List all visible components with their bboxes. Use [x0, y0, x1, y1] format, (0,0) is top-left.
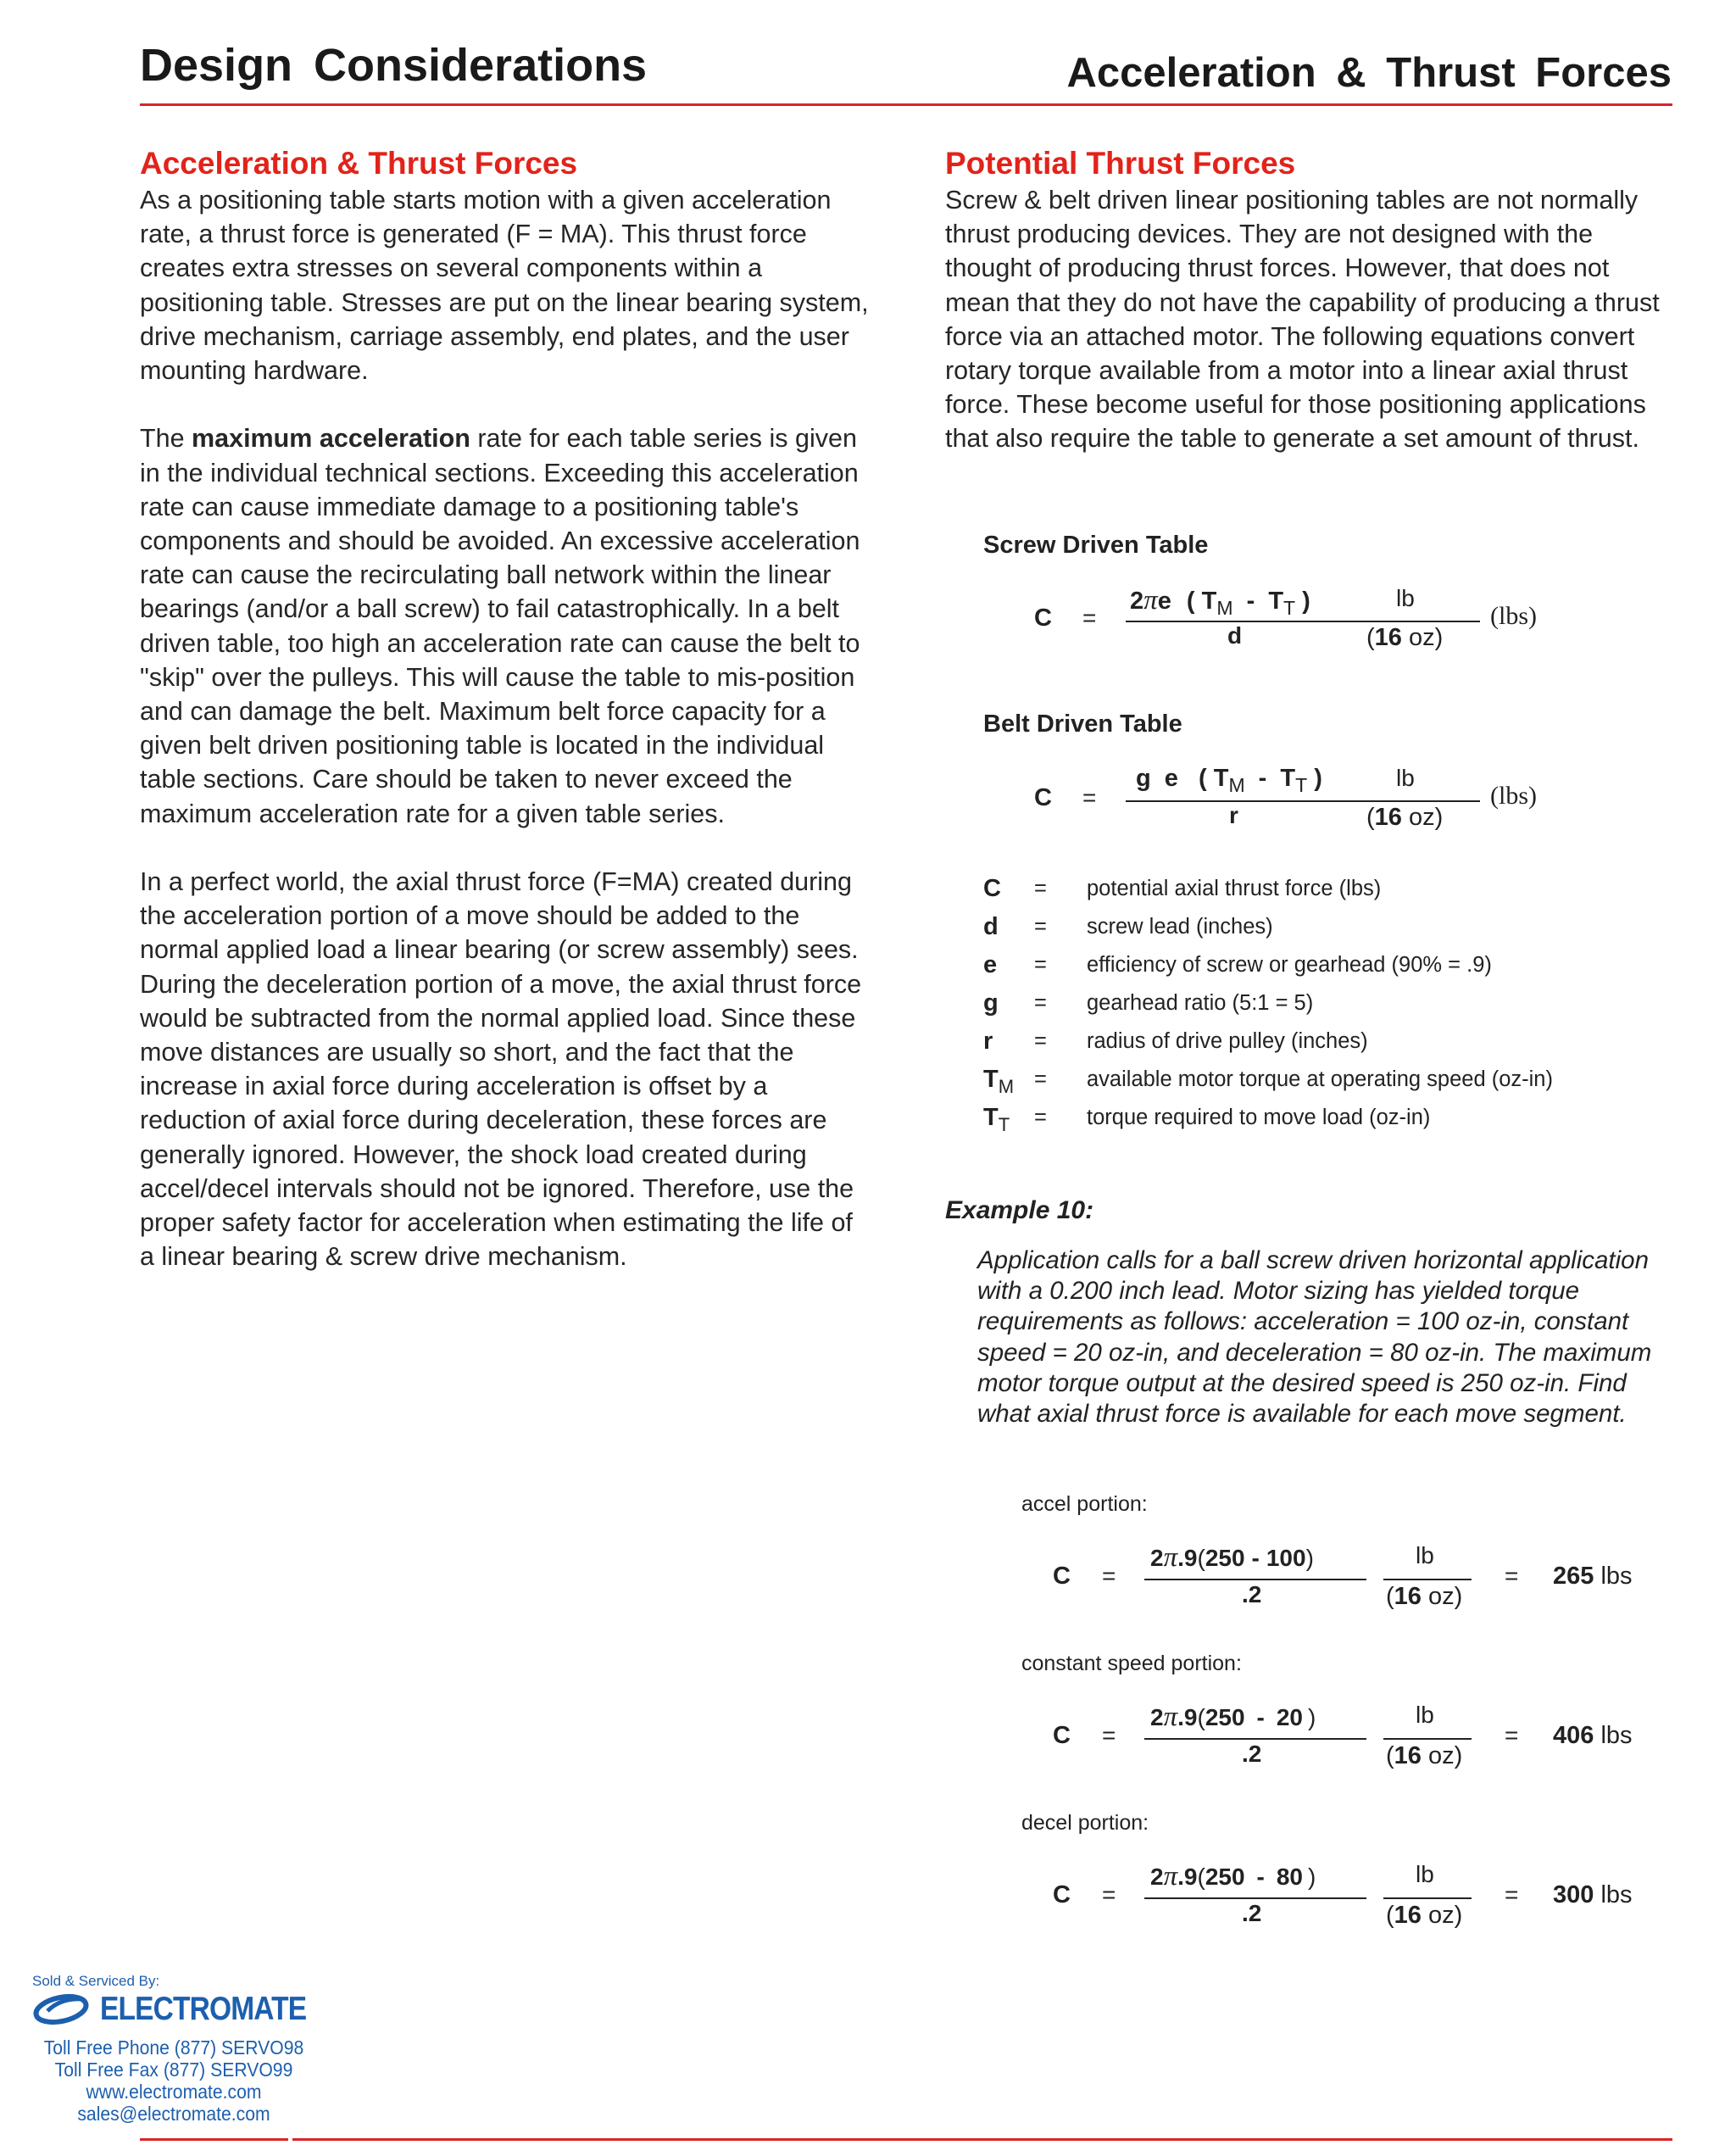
website-link[interactable]: www.electromate.com [86, 2081, 262, 2103]
decel-result: 300 [1553, 1881, 1594, 1908]
accel-portion-equation: C = 2π.9(250 - 100) .2 lb (16 oz) = 265 lbs [1053, 1542, 1633, 1610]
right-intro-text: Screw & belt driven linear positioning tables are not normally thrust producing devices. They are not designed with the thought of producing thrust forces. However, that does not mean that they do not have the capability of producing a thrust force via an attached motor. The following equations convert rotary torque available from a motor into a linear axial thrust force. These become useful for those positioning applications that also require the table to generate a set amount of thrust. [945, 186, 1660, 454]
brand-name: ELECTROMATE [100, 1991, 307, 2027]
example-body: Application calls for a ball screw driven horizontal application with a 0.200 inch lead. Motor sizing has yielded torque requirements as follows: acceleration = 100 oz-in, constant speed = 20 oz-in, and deceleration = 80 oz-in. The maximum motor torque output at the desired speed is 250 oz-in. Find what axial thrust force is available for each move segment. [977, 1246, 1652, 1429]
paragraph-1: As a positioning table starts motion with a given acceleration rate, a thrust force is generated (F = MA). This thrust force creates extra stresses on several components within a positioning table. Stresses are put on the linear bearing system, drive mechanism, carriage assembly, end plates, and the user mounting hardware. [140, 186, 869, 386]
legend-row: $T_M$ = available motor torque at operating speed (oz-in) [983, 1066, 1553, 1097]
phone: Toll Free Phone (877) SERVO98 [43, 2036, 304, 2059]
screw-driven-equation: C = 2πe ( $T_M - T_T$ ) d lb (16 oz) (lbs) [1034, 585, 1537, 651]
paragraph-3: In a perfect world, the axial thrust force (F=MA) created during the acceleration portion of a move should be added to the normal applied load a linear bearing (or screw assembly) sees. During the deceleration portion of a move, the axial thrust force would be subtracted from the normal applied load. Since these move distances are usually so short, and the fact that the increase in axial force during acceleration is offset by a reduction of axial force during deceleration, these forces are generally ignored. However, the shock load created during accel/decel intervals should not be ignored. Therefore, use the proper safety factor for acceleration when estimating the life of a linear bearing & screw drive mechanism. [140, 867, 862, 1272]
belt-driven-equation: C = g e ( $T_M - T_T$ ) r lb (16 oz) (lbs) [1034, 765, 1537, 831]
electromate-logo [32, 1989, 320, 2028]
fax: Toll Free Fax (877) SERVO99 [54, 2059, 293, 2081]
legend-row: e = efficiency of screw or gearhead (90% = .9) [983, 951, 1492, 978]
header-rule [140, 103, 1672, 106]
accel-result: 265 [1553, 1563, 1594, 1590]
paragraph-2: The maximum acceleration rate for each table series is given in the individual technical sections. Exceeding this acceleration rate can cause immediate damage to a positioning table's components and should be avoided. An excessive acceleration rate can cause the recirculating ball network within the linear bearings (and/or a ball screw) to fail catastrophically. In a belt driven table, too high an acceleration rate can cause the belt to "skip" over the pulleys. This will cause the table to mis-position and can damage the belt. Maximum belt force capacity for a given belt driven positioning table is located in the individual table sections. Care should be taken to never exceed the maximum acceleration rate for a given table series. [140, 424, 860, 828]
legend-row: g = gearhead ratio (5:1 = 5) [983, 989, 1314, 1017]
max-accel-term: maximum acceleration [192, 424, 470, 454]
footer-rule-right [292, 2138, 1672, 2141]
legend-row: C = potential axial thrust force (lbs) [983, 875, 1382, 902]
decel-portion-label: decel portion: [1021, 1811, 1149, 1835]
accel-portion-label: accel portion: [1021, 1492, 1148, 1516]
constant-speed-result: 406 [1553, 1722, 1594, 1749]
left-section-title: Acceleration & Thrust Forces [140, 146, 578, 181]
page-title: Design Considerations [140, 40, 648, 91]
footer-rule-left [140, 2138, 288, 2141]
screw-driven-label: Screw Driven Table [983, 532, 1209, 559]
contact-block [30, 2036, 318, 2125]
electromate-swoosh-icon [32, 1991, 95, 2026]
constant-speed-portion-label: constant speed portion: [1021, 1652, 1242, 1675]
sold-by-label: Sold & Serviced By: [32, 1973, 160, 1989]
legend-row: $T_T$ = torque required to move load (oz-in) [983, 1104, 1431, 1135]
example-title: Example 10: [945, 1196, 1094, 1224]
legend-row: r = radius of drive pulley (inches) [983, 1028, 1368, 1055]
right-section-title: Potential Thrust Forces [945, 146, 1296, 181]
section-header: Acceleration & Thrust Forces [1066, 50, 1672, 96]
left-column-text [140, 183, 871, 1273]
legend-row: d = screw lead (inches) [983, 913, 1273, 940]
decel-portion-equation: C = 2π.9(250 - 80 ) .2 lb (16 oz) = 300 lbs [1053, 1861, 1633, 1929]
belt-driven-label: Belt Driven Table [983, 710, 1182, 738]
email-link[interactable]: sales@electromate.com [77, 2103, 270, 2125]
constant-speed-portion-equation: C = 2π.9(250 - 20 ) .2 lb (16 oz) = 406 lbs [1053, 1702, 1633, 1769]
